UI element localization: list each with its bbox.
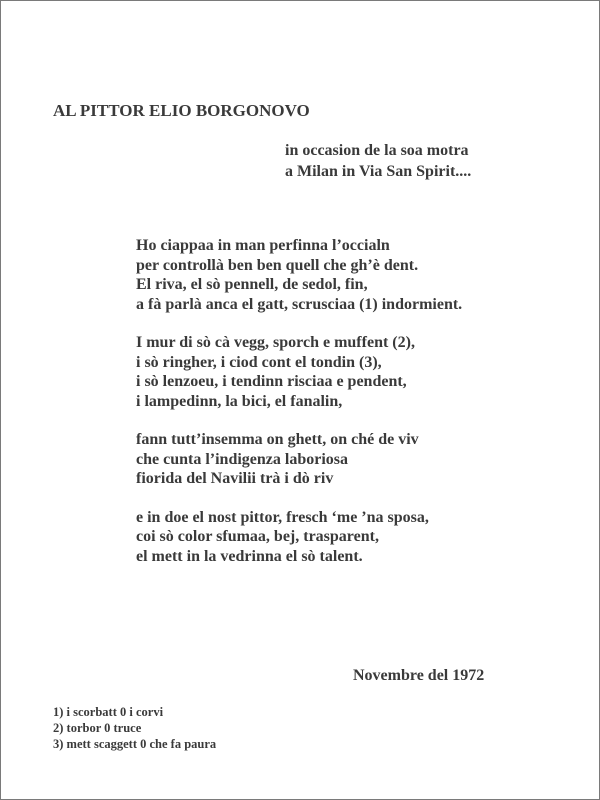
verse-line: a fà parlà anca el gatt, scrusciaa (1) indormient.: [136, 295, 463, 313]
verse-line: i lampedinn, la bici, el fanalin,: [136, 392, 343, 410]
verse-line: coi sò color sfumaa, bej, trasparent,: [136, 528, 379, 545]
footnote: 3) mett scaggett 0 che fa paura: [53, 737, 217, 751]
poem-date: Novembre del 1972: [353, 667, 485, 684]
footnote: 2) torbor 0 truce: [53, 721, 142, 735]
poem-title: AL PITTOR ELIO BORGONOVO: [53, 101, 310, 120]
footnote: 1) i scorbatt 0 i corvi: [53, 705, 164, 719]
verse-line: e in doe el nost pittor, fresch ‘me ’na sposa,: [136, 508, 429, 526]
verse-line: i sò ringher, i ciod cont el tondin (3),: [136, 353, 382, 371]
dedication-line: in occasion de la soa motra: [285, 142, 469, 159]
stanza-2: [136, 333, 462, 411]
verse-line: fann tutt’insemma on ghett, on ché de viv: [136, 431, 419, 448]
verse-line: fiorida del Navilii trà i dò riv: [136, 470, 334, 487]
stanza-3: [136, 430, 462, 489]
verse-line: El riva, el sò pennell, de sedol, fin,: [136, 276, 368, 293]
dedication: [285, 140, 471, 182]
footnotes: [53, 704, 216, 752]
verse-line: per controllà ben ben quell che gh’è dent.: [136, 256, 419, 274]
verse-line: che cunta l’indigenza laboriosa: [136, 450, 349, 468]
poem-body: [136, 236, 462, 585]
dedication-line: a Milan in Via San Spirit....: [285, 163, 472, 180]
verse-line: i sò lenzoeu, i tendinn risciaa e pendent,: [136, 373, 407, 390]
verse-line: el mett in la vedrinna el sò talent.: [136, 547, 363, 565]
stanza-1: [136, 236, 462, 314]
verse-line: I mur di sò cà vegg, sporch e muffent (2),: [136, 334, 415, 351]
stanza-4: [136, 508, 462, 567]
verse-line: Ho ciappaa in man perfinna l’occialn: [136, 237, 390, 254]
